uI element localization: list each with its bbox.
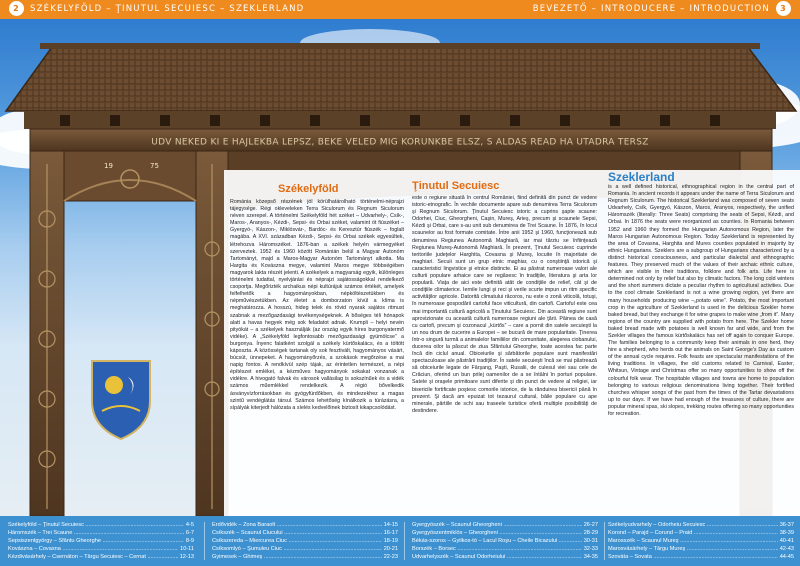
toc-entry[interactable]: Csíkszék – Scaunul Ciucului ..... 16-17 (212, 529, 398, 537)
toc-column-4 (608, 521, 794, 561)
toc-entry[interactable]: Székelyudvarhely – Odorheiu Secuiesc ..... 36-37 (608, 521, 794, 529)
toc-entry[interactable]: Korond – Parajd – Corund – Praid ..... 38-39 (608, 529, 794, 537)
toc-entry[interactable]: Gyergyószék – Scaunul Gheorgheni ..... 26-27 (412, 521, 598, 529)
toc-entry[interactable]: Kovászna – Covasna ..... 10-11 (8, 545, 194, 553)
body-english: is a well defined historical, ethnographical region in the central part of Romania. In ancient records it appears under the name of Terra Siculorum and Regnum Siculorum. The historical Szeklerland was composed of seven seats Udvarhely, Csík, Gyergyó, Kászon, Maros, Aranyos, respectively, the unified Háromszék (literally: Three Seats) comprising the seats of Sepsi, Kézdi, and Orbai. In 1876 the seats were reorganized as counties. In Romania between 1952 and 1960 they formed the Hungarian Autonomous Region, later the Maros Hungarian Autonomous Region. Today Szeklerland is represented by the area of Covasna, Harghita and Mures counties populated in majority by ethnic Hungarians. Szeklers are a subgroup of Hungarians characterized by a distinct historical consciousness, and particular dialectal and ethnographic features. They preserved much of the values of their archaic ethnic culture, which are visible in their traditions, folklore and folk arts. Life here is determined not only by relief but also by climatic factors. The long cold winters and the short summers dictate a peculiar rhythm to agricultural activities. Due to the cool climate Szeklerland is not a wine growing region, yet there are many households producing wine –„potato wine”. Potato, the most important crop in the agriculture of Szeklerland is used in the delicious Szekler home baked bread, but they exchange it for wine grapes to make wine „from it”. Many regions of the country are supplied with potato from here. The Szekler home baked bread made with potatoes is well known far and wide, and from the Szekler villages the famous kürtőskalács has set off again to conquer Europe. The families belonging to a community keep their animals in one herd, they hire a shepherd, who herds out the animals on Saint George's Day as custom of the annual cycle requires. Folk feasts are spectacular manifestations of the living traditions. In villages, the old customs related to Carnival, Easter, Whitsun, Vintage and Christmas offer so many opportunities to show off the colourful folk wear. The hospitable villages and towns are home to population belonging to various religious denominations living together. Their fortified churches whisper songs of the past from the times of the Tartar devastations up to our days. If we have had enough of the treasures of culture, there are popular mineral spas, ski slopes, trekking routes offering so many opportunities for recreation. (608, 184, 794, 417)
toc-entry[interactable]: Békás-szoros – Gyilkos-tó – Lacul Roşu – Cheile Bicazului ..... 30-31 (412, 537, 598, 545)
gate-year-right: 75 (150, 162, 159, 170)
page-header (0, 0, 800, 19)
title-hungarian: Székelyföld (278, 183, 339, 195)
toc-entry[interactable]: Marosszék – Scaunul Mureş ..... 40-41 (608, 537, 794, 545)
toc-entry[interactable]: Székelyföld – Ţinutul Secuiesc ..... 4-5 (8, 521, 194, 529)
toc-entry[interactable]: Erdővidék – Zona Baraolt ..... 14-15 (212, 521, 398, 529)
toc-column-3 (412, 521, 598, 561)
page-number-left: 2 (9, 1, 24, 16)
title-english: Szeklerland (608, 170, 675, 184)
toc-entry[interactable]: Udvarhelyszék – Scaunul Odorheiului ..... 34-35 (412, 553, 598, 561)
gate-inscription: UDV NEKED KI E HAJLEKBA LEPSZ, BEKE VELED MIG KORUNKBE ELSZ, S ALDAS READ HA UTADRA TERSZ (151, 137, 649, 148)
table-of-contents (0, 516, 800, 566)
toc-entry[interactable]: Borszék – Borsec ..... 32-33 (412, 545, 598, 553)
toc-entry[interactable]: Csíkszereda – Miercurea Ciuc ..... 18-19 (212, 537, 398, 545)
header-title-left: SZÉKELYFÖLD – ŢINUTUL SECUIESC – SZEKLERLAND (30, 4, 305, 14)
coat-of-arms (92, 361, 150, 439)
toc-entry[interactable]: Szováta – Sovata ..... 44-45 (608, 553, 794, 561)
toc-divider (404, 522, 405, 560)
gate-year-left: 19 (104, 162, 113, 170)
toc-entry[interactable]: Csíksomlyó – Şumuleu Ciuc ..... 20-21 (212, 545, 398, 553)
body-romanian: este o regiune situată în centrul României, fiind definită din punct de vedere istoric-etnografic. În vechile documente apare sub denumirea Terra Siculorum şi Regnum Siculorum. Ţinutul Secuiesc istoric a cuprins şapte scaune: Odorhei, Ciuc, Gheorgheni, Caşin, Mureş, Arieş, precum şi scaunele Sepsi, Kézdi şi Orbai, care s-au unit sub denumirea de Trei Scaune. În 1876, în locul scaunelor au fost formate comitate. Între anii 1952 şi 1960, funcţionează sub denumirea Regiunea Autonomă Maghiară, iar mai târziu se înfiinţează Regiunea Mureş-Autonomă Maghiară. În prezent, Ţinutul Secuiesc cuprinde teritoriile judeţelor Harghita, Covasna şi Mureş, locuite în majoritate de maghiari. Secuii sunt un grup etnic maghiar, cu o conştiinţă istorică şi caracteristici lingvistice şi etnice distincte. Ei au păstrat numeroase valori ale culturii populare arhaice care se regăsesc în tradiţiile, literatura şi arta lor populară. Viaţa de aici este definită atât de condiţiile de relief, cât şi de condiţiile climaterice. Iernile lungi şi reci şi verile scurte impun un ritm specific activităţilor agricole. Datorită climatului răcoros, nu este o zonă viticolă, totuşi, în numeroase gospodării cartoful face viticultură, din cartofi. Cartoful este cea mai importantă cultură agricolă a Ţinutului Secuiesc. Din această regiune sunt aprovizionate cu această cultură numeroase regiuni ale ţării. Pâinea de casă cu cartofi, precum şi cozonacul „kürtős” – care a pornit din satele secuieşti la un nou drum de cucerire a Europei – se bucură de mare popularitate. Ţinerea într-o singură turmă a animalelor familiilor din comunitate, alegerea ciobanului, ducerea oilor la păscut de ziua Sfântului Gheorghe, toate acestea fac parte încă din ciclul anual. Obiceiurile şi sărbătorile populare sunt manifestări spectaculoase ale păstrării tradiţiilor. În satele secuieşti încă se mai păstrează să obiceiurile legate de Fărşang, Paşti, Rusalii, de culesul viei sau cele de Crăciun, oferind un bun prilej oamenilor de a se întâlni în porturi populare. Satele şi oraşele primitoare sunt diferite şi din punct de vedere al religiei, iar bisericile fortificate poştesc comorile istorice, de la rânduirea bisericii până în prezent. Şi dacă am epuizat tot tezaurul cultural, băile populare cu ape minerale, pârtiile de schi sau traseele turistice oferă multiple posibilităţi de destindere. (412, 195, 597, 414)
header-title-right: BEVEZETŐ – INTRODUCERE – INTRODUCTION (532, 4, 770, 14)
toc-entry[interactable]: Marosvásárhely – Târgu Mureş ..... 42-43 (608, 545, 794, 553)
toc-entry[interactable]: Gyimesek – Ghimeş ..... 22-23 (212, 553, 398, 561)
toc-entry[interactable]: Sepsiszentgyörgy – Sfântu Gheorghe ..... 8-9 (8, 537, 194, 545)
toc-divider (604, 522, 605, 560)
toc-entry[interactable]: Kézdivásárhely – Csernáton – Târgu Secuiesc – Cernat ..... 12-13 (8, 553, 194, 561)
page-number-right: 3 (776, 1, 791, 16)
toc-divider (204, 522, 205, 560)
toc-column-2 (212, 521, 398, 561)
gate-roof (6, 47, 796, 111)
title-romanian: Ţinutul Secuiesc (412, 180, 500, 192)
toc-entry[interactable]: Gyergyószentmiklós – Gheorgheni ..... 28-29 (412, 529, 598, 537)
toc-column-1 (8, 521, 194, 561)
body-hungarian: Románia közepső részének jól körülhatárolható történelmi-néprajzi tájegysége. Régi okleveleken Terra Siculorum és Regnum Siculorum néven szerepel. A történelmi Székelyföld hét széket – Udvarhely-, Csík-, Maros-, Aranyos-, Kézdi-, Sepsi- és Orbai széket, valamint öt fiúszéket – Gyergyó-, Kászon-, Miklósvár-, Bardóc- és Keresztúr fiúszék – foglalt magába. A XVI. században Kézdi-, Sepsi- és Orbai székek egyesültek, létrehozva Háromszéket. 1876-ban a székek helyén vármegyéket szerveztek. 1952 és 1960 között Románián belül a Magyar Autonóm Tartományt, majd a Maros-Magyar Autonóm Tartományt alkotta. Ma Hargita és Kovászna megye, valamint Maros megye többségében magyarok lakta részét jelenti. A székelyek a magyarság egyik, különleges történelmi tudattal, nyelvjárási és néprajzi sajátosságokkal rendelkező csoportja. Megőrizték archaikus népi kultúrájuk számos értékét, amelyek felfelhetők a hagyományokban, népköltészetükben és népművészetükben. Az életet a domborzaton kívül a klíma is meghatározza. A hosszú, hideg telek és rövid nyarak sajátos ritmust szabnak a mezőgazdasági tevékenységeknek. A bőséges téli hónapok alatt a havas hegyek még sok feladatot adnak. Krumpli – helyi nevén pityókát – a székelyek használják (az ország egyik híres burgonyatermő vidéke). A „Székelyföld legfontosabb mezőgazdasági gyümölcse” a burgonya. Ínyenc falatként szolgál a székely kürtőskalács, és a töltött káposzta. A közösségek tartanak oly sok fesztivált, hagyományos vásárt, búcsút, ünnepeket. A hagyományőrzés, a szokások megőrzése a mai napig fontos. A rendkívül szép tájak, az érintetlen természet, a népi építészet emlékei, a kézműves hagyományok sokakat vonzanak a vidékre. A hivogató falvak és városok vallásilag is sokszínűek és a vidék számos műemlékkel rendelkezik. A régió bővelkedik ásványvízforrásokban és gyógyfürdőkben, és mindezekhez a magas szintű vendéglátás társul. Számos lehetőség kínálkozik a túrázásra, a sípályák kiterjedt hálózata a síelés kedvelőinek biztosít kikapcsolódást. (230, 199, 404, 411)
toc-entry[interactable]: Háromszék – Trei Scaune ..... 6-7 (8, 529, 194, 537)
